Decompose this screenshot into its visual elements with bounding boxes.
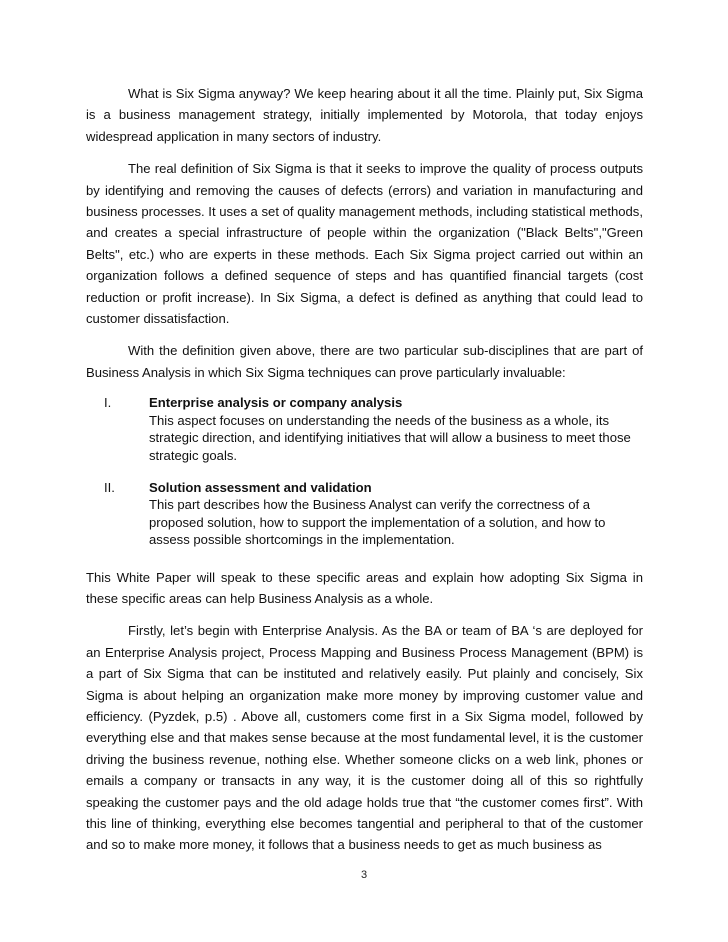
list-numeral: II.	[104, 479, 115, 495]
paragraph-what-is-six-sigma: What is Six Sigma anyway? We keep hearing about it all the time. Plainly put, Six Sigma is a business management strategy, initially implemented by Motorola, that today enjoys widespread application in many sectors of industry.	[86, 86, 643, 144]
list-item-content	[149, 479, 643, 549]
list-item-description: This aspect focuses on understanding the needs of the business as a whole, its strategic direction, and identifying initiatives that will allow a business to meet those strategic goals.	[149, 412, 631, 463]
list-item-heading: Solution assessment and validation	[149, 479, 372, 495]
list-item-heading: Enterprise analysis or company analysis	[149, 395, 403, 411]
list-item-content	[149, 394, 643, 464]
list-item	[86, 479, 643, 549]
sub-discipline-list	[86, 394, 643, 548]
paragraph-sub-disciplines: With the definition given above, there are two particular sub-disciplines that are part of Business Analysis in which Six Sigma techniques can prove particularly invaluable:	[86, 343, 643, 380]
paragraph-enterprise-analysis: Firstly, let’s begin with Enterprise Analysis. As the BA or team of BA ‘s are deployed for an Enterprise Analysis project, Process Mapping and Business Process Management (BPM) is a part of Six Sigma that can be instituted and relatively easily. Put plainly and concisely, Six Sigma is about helping an organization make more money by improving customer value and efficiency. (Pyzdek, p.5) . Above all, customers come first in a Six Sigma model, followed by everything else and that makes sense because at the most fundamental level, it is the customer driving the business revenue, nothing else. Whether someone clicks on a web link, phones or emails a company or transacts in any way, it is the customer doing all of this so rightfully speaking the customer pays and the old adage holds true that “the customer comes first”. With this line of thinking, everything else becomes tangential and peripheral to that of the customer and so to make more money, it follows that a business needs to get as much business as	[86, 623, 643, 853]
list-item-description: This part describes how the Business Analyst can verify the correctness of a proposed solution, how to support the implementation of a solution, and how to assess possible shortcomings in the implementation.	[149, 497, 606, 548]
list-numeral: I.	[104, 395, 112, 411]
list-item	[86, 394, 643, 464]
paragraph-definition: The real definition of Six Sigma is that it seeks to improve the quality of process outputs by identifying and removing the causes of defects (errors) and variation in manufacturing and business processes. It uses a set of quality management methods, including statistical methods, and creates a special infrastructure of people within the organization ("Black Belts","Green Belts", etc.) who are experts in these methods. Each Six Sigma project carried out within an organization follows a defined sequence of steps and has quantified financial targets (cost reduction or profit increase). In Six Sigma, a defect is defined as anything that could lead to customer dissatisfaction.	[86, 161, 643, 327]
document-body	[86, 83, 643, 867]
paragraph-white-paper-summary: This White Paper will speak to these specific areas and explain how adopting Six Sigma in these specific areas can help Business Analysis as a whole.	[86, 569, 643, 606]
page-number: 3	[360, 869, 368, 881]
